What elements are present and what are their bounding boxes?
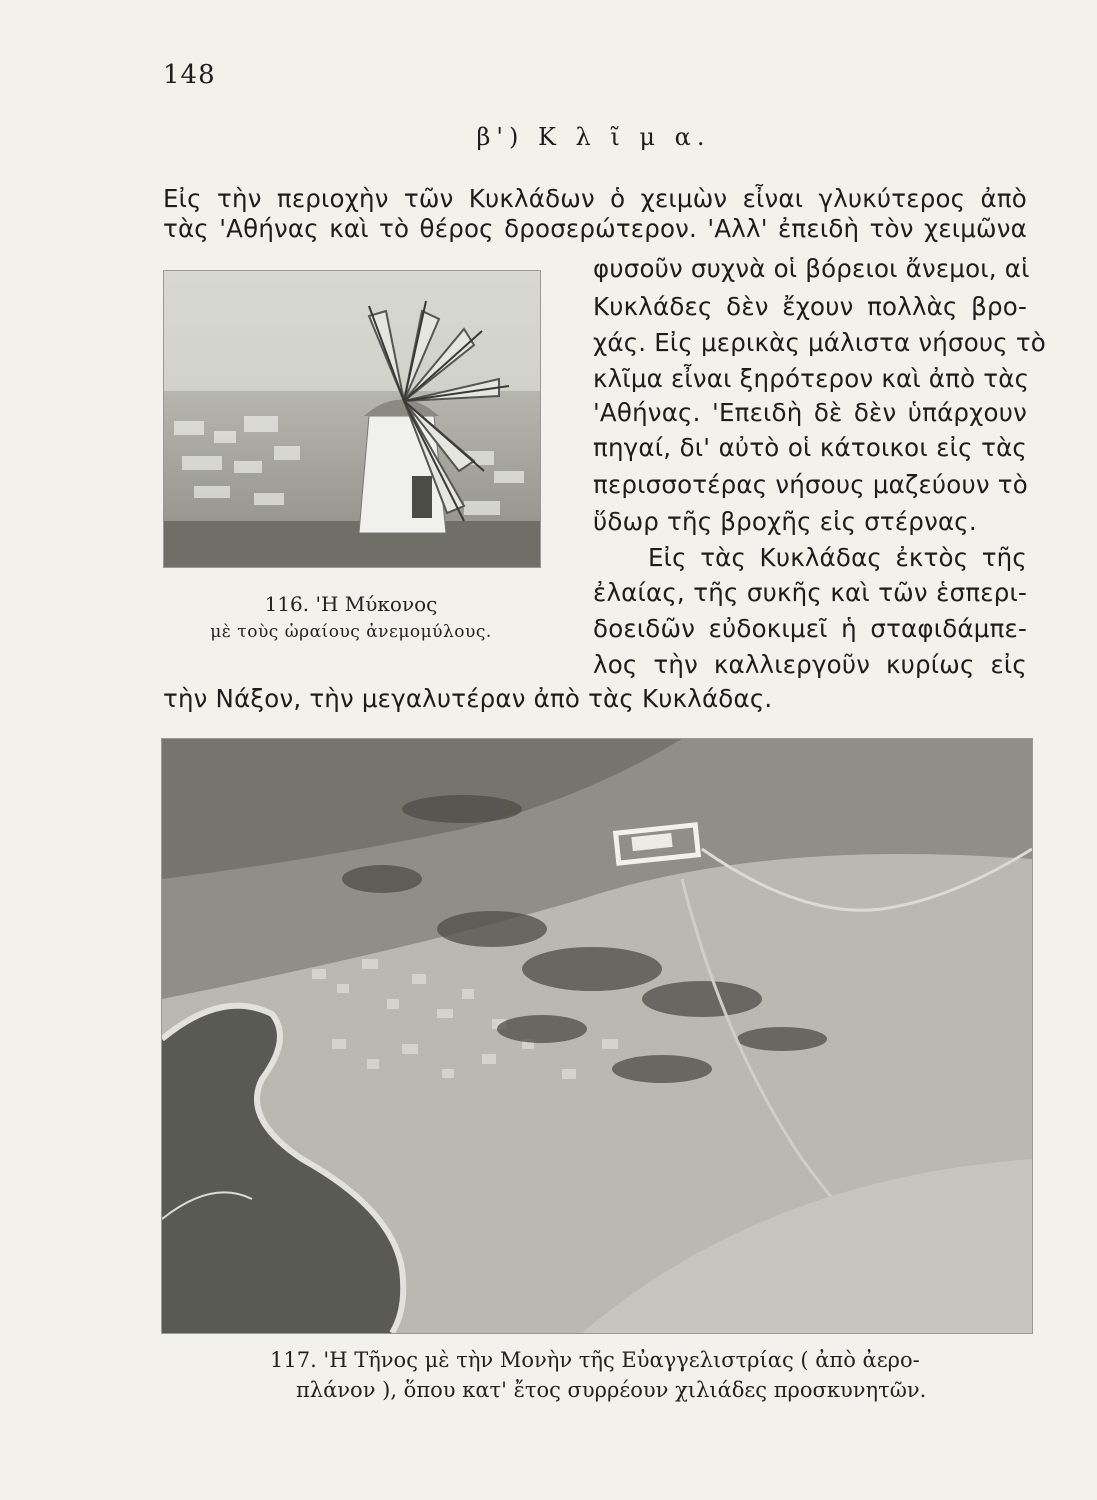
figure-116-caption: 116. 'Η Μύκονος [264,592,438,616]
body-text-line: τὴν Νάξον, τὴν μεγαλυτέραν ἀπὸ τὰς Κυκλάδας. [163,684,773,713]
page-number: 148 [163,60,216,90]
body-text-line: λος τὴν καλλιεργοῦν κυρίως εἰς [593,650,1027,679]
body-text-line: Κυκλάδες δὲν ἔχουν πολλὰς βρο- [593,292,1027,321]
figure-117-caption-continued: πλάνον ), ὅπου κατ' ἔτος συρρέουν χιλιάδες προσκυνητῶν. [296,1378,927,1402]
body-text-line: ὕδωρ τῆς βροχῆς εἰς στέρνας. [593,507,977,536]
section-heading: β') Κ λ ῖ μ α. [476,123,711,151]
body-text-line: πηγαί, δι' αὐτὸ οἱ κάτοικοι εἰς τὰς [593,433,1027,462]
windmill-illustration [164,271,540,567]
body-text-line: χάς. Εἰς μερικὰς μάλιστα νήσους τὸ [593,328,1046,357]
mykonos-windmill-photo [163,270,541,568]
body-text-line: ἐλαίας, τῆς συκῆς καὶ τῶν ἑσπερι- [593,578,1027,607]
aerial-illustration [162,739,1032,1333]
body-text-line: περισσοτέρας νήσους μαζεύουν τὸ [593,470,1028,499]
body-text-line: 'Αθήνας. 'Επειδὴ δὲ δὲν ὑπάρχουν [593,398,1027,427]
body-text-line: Εἰς τὴν περιοχὴν τῶν Κυκλάδων ὁ χειμὼν εἶναι γλυκύτερος ἀπὸ [163,184,1027,213]
tinos-aerial-photo [161,738,1033,1334]
body-text-line: φυσοῦν συχνὰ οἱ βόρειοι ἄνεμοι, αἱ [593,254,1030,283]
figure-117-caption: 117. 'Η Τῆνος μὲ τὴν Μονὴν τῆς Εὐαγγελιστρίας ( ἀπὸ ἀερο- [270,1348,920,1372]
body-text-line: κλῖμα εἶναι ξηρότερον καὶ ἀπὸ τὰς [593,364,1030,393]
body-text-line: τὰς 'Αθήνας καὶ τὸ θέρος δροσερώτερον. 'Αλλ' ἐπειδὴ τὸν χειμῶνα [163,214,1027,243]
figure-116-caption-subtitle: μὲ τοὺς ὡραίους ἀνεμομύλους. [210,622,492,642]
body-text-line: Εἰς τὰς Κυκλάδας ἐκτὸς τῆς [648,543,1027,572]
body-text-line: δοειδῶν εὐδοκιμεῖ ἡ σταφιδάμπε- [593,614,1027,643]
